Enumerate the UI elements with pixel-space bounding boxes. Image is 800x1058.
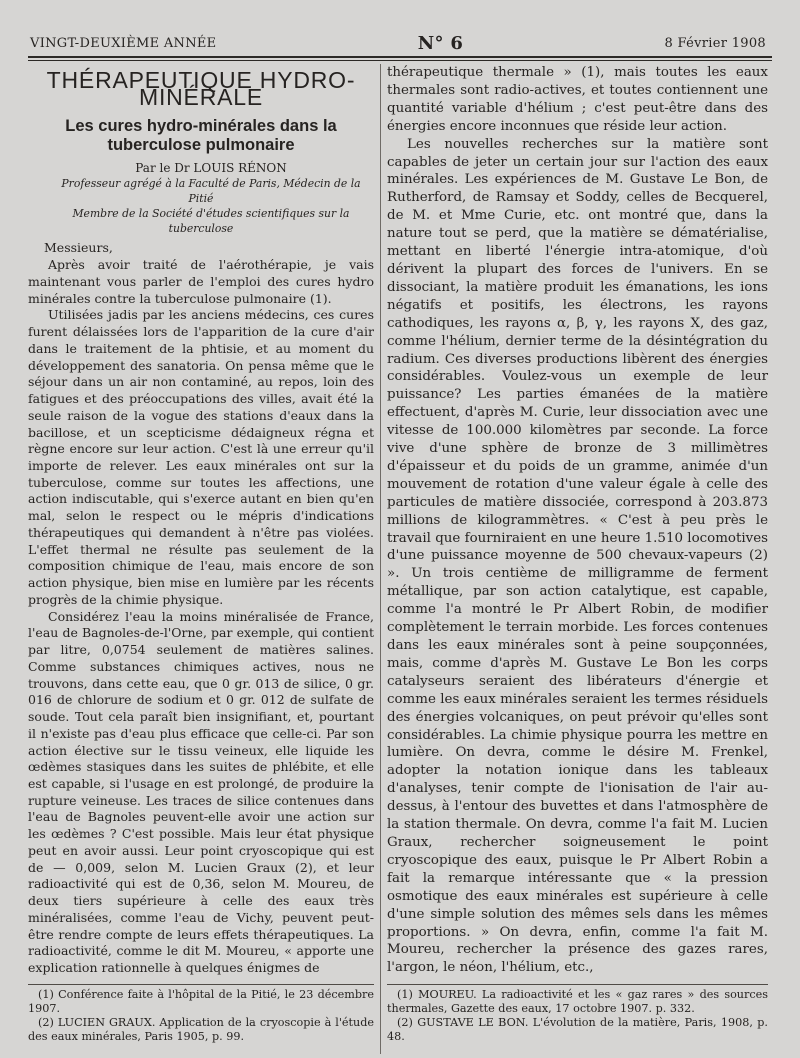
salutation: Messieurs, [44,240,113,256]
footnote-rule [28,984,374,985]
paragraph: Les nouvelles recherches sur la matière sont capables de jeter un certain jour sur l'action des eaux minérales. Les expériences de M. Gustave Le Bon, de Rutherford, de Ramsay et Soddy, celles de Becquerel, de M. et Mme Curie, etc. ont montré que, dans la nature tout se perd, que la matière se dématérialise, mettant en liberté l'énergie intra-atomique, d'où dérivent la plupart des forces de l'univers. En se dissociant, la matière produit les émanations, les ions négatifs et positifs, les électrons, les rayons cathodiques, les rayons α, β, γ, les rayons X, des gaz, comme l'hélium, dernier terme de la désintégration du radium. Ces diverses productions libèrent des énergies considérables. Voulez-vous un exemple de leur puissance? Les parties émanées de la matière effectuent, d'après M. Curie, leur dissociation avec une vitesse de 100.000 kilomètres par seconde. La force vive d'une sphère de bronze de 3 millimètres d'épaisseur et du poids de un gramme, animée d'un mouvement de rotation d'une valeur égale à celle des particules de matière dissociée, correspond à 203.873 millions de kilogrammètres. « C'est à peu près le travail que fourniraient en une heure 1.510 locomotives d'une puissance moyenne de 500 chevaux-vapeurs (2) ». Un trois centième de milligramme de ferment métallique, par son action catalytique, est capable, comme l'a montré le Pr Albert Robin, de modifier complètement le terrain morbide. Les forces contenues dans les eaux minérales sont à peine soupçonnées, mais, comme d'après M. Gustave Le Bon les corps catalyseurs seraient des libérateurs d'énergie et comme les eaux minérales seraient les termes résiduels des énergies volcaniques, on peut prévoir qu'elles sont considérables. La chimie physique pourra les mettre en lumière. On devra, comme le désire M. Frenkel, adopter la notation ionique dans les tableaux d'analyses, tenir compte de l'ionisation de l'air au-dessus, à l'entour des buvettes et dans l'atmosphère de la station thermale. On devra, comme l'a fait M. Lucien Graux, rechercher soigneusement le point cryoscopique des eaux, puisque le Pr Albert Robin a fait la remarque intéressante que « la pression osmotique des eaux minérales est supérieure à celle d'une simple solution des mêmes sels dans les mêmes proportions. » On devra, enfin, comme l'a fait M. Moureu, rechercher la présence des gazes rares, l'argon, le néon, l'hélium, etc., [387,136,768,976]
article-author: Par le Dr LOUIS RÉNON [135,161,287,176]
column-divider [380,64,381,1054]
footnote: (2) LUCIEN GRAUX. Application de la cryoscopie à l'étude des eaux minérales, Paris 1905, p. 99. [28,1015,374,1043]
footnote: (1) MOUREU. La radioactivité et les « gaz rares » des sources thermales, Gazette des eaux, 17 octobre 1907. p. 332. [387,988,768,1016]
left-column [28,64,374,1044]
issue-number: N° 6 [417,32,464,54]
issue-date: 8 Février 1908 [664,35,766,51]
paragraph: thérapeutique thermale » (1), mais toutes les eaux thermales sont radio-actives, et toutes contiennent une quantité variable d'hélium ; c'est peut-être dans des énergies encore inconnues que réside leur action. [387,65,768,134]
footnote-rule [387,984,768,985]
footnote: (1) Conférence faite à l'hôpital de la Pitié, le 23 décembre 1907. [28,987,374,1015]
volume-label: VINGT-DEUXIÈME ANNÉE [30,35,217,51]
right-column [387,64,768,1044]
section-title: THÉRAPEUTIQUE HYDRO-MINÉRALE [46,67,356,110]
author-affiliation-1: Professeur agrégé à la Faculté de Paris, Médecin de la Pitié [61,177,361,206]
author-affiliation-2: Membre de la Société d'études scientifiques sur la tuberculose [72,207,350,236]
header-rule-thick [28,56,772,58]
paragraph: Après avoir traité de l'aérothérapie, je vais maintenant vous parler de l'emploi des cures hydro minérales contre la tuberculose pulmonaire (1). [28,257,374,306]
running-header [30,31,766,55]
footnote: (2) GUSTAVE LE BON. L'évolution de la matière, Paris, 1908, p. 48. [387,1016,768,1044]
paragraph: Utilisées jadis par les anciens médecins, ces cures furent délaissées lors de l'apparition de la cure d'air dans le traitement de la phtisie, et au moment du développement des sanatoria. On pensa même que le séjour dans un air non contaminé, au repos, loin des fatigues et des préoccupations des villes, avait été la seule raison de la vogue des stations d'eaux dans la bacillose, et un scepticisme dédaigneux régna et règne encore sur leur action. C'est là une erreur qu'il importe de relever. Les eaux minérales ont sur la tuberculose, comme sur toutes les affections, une action indiscutable, qui s'exerce autant en bien qu'en mal, selon le respect ou le mépris d'indications thérapeutiques qui demandent à n'être pas violées. L'effet thermal ne résulte pas seulement de la composition chimique de l'eau, mais encore de son action physique, bien mise en lumière par les récents progrès de la chimie physique. [28,307,374,607]
header-rule-thin [28,60,772,61]
paragraph: Considérez l'eau la moins minéralisée de France, l'eau de Bagnoles-de-l'Orne, par exemple, qui contient par litre, 0,0754 seulement de matières salines. Comme substances chimiques actives, nous ne trouvons, dans cette eau, que 0 gr. 013 de silice, 0 gr. 016 de chlorure de sodium et 0 gr. 012 de sulfate de soude. Tout cela paraît bien insignifiant, et, pourtant il n'existe pas d'eau plus efficace que celle-ci. Par son action élective sur le tissu veineux, elle liquide les œdèmes stasiques dans les suites de phlébite, et elle est capable, si l'usage en est prolongé, de produire la rupture veineuse. Les traces de silice contenues dans l'eau de Bagnoles peuvent-elle avoir une action sur les œdèmes ? C'est possible. Mais leur état physique peut en avoir aussi. Leur point cryoscopique qui est de — 0,009, selon M. Lucien Graux (2), et leur radioactivité qui est de 0,36, selon M. Moureu, de deux tiers supérieure à celle des eaux très minéralisées, comme l'eau de Vichy, peuvent peut-être rendre compte de leurs effets thérapeutiques. La radioactivité, comme le dit M. Moureu, « apporte une explication rationnelle à quelques énigmes de [28,608,374,976]
article-title: Les cures hydro-minérales dans la tuberculose pulmonaire [65,117,337,155]
